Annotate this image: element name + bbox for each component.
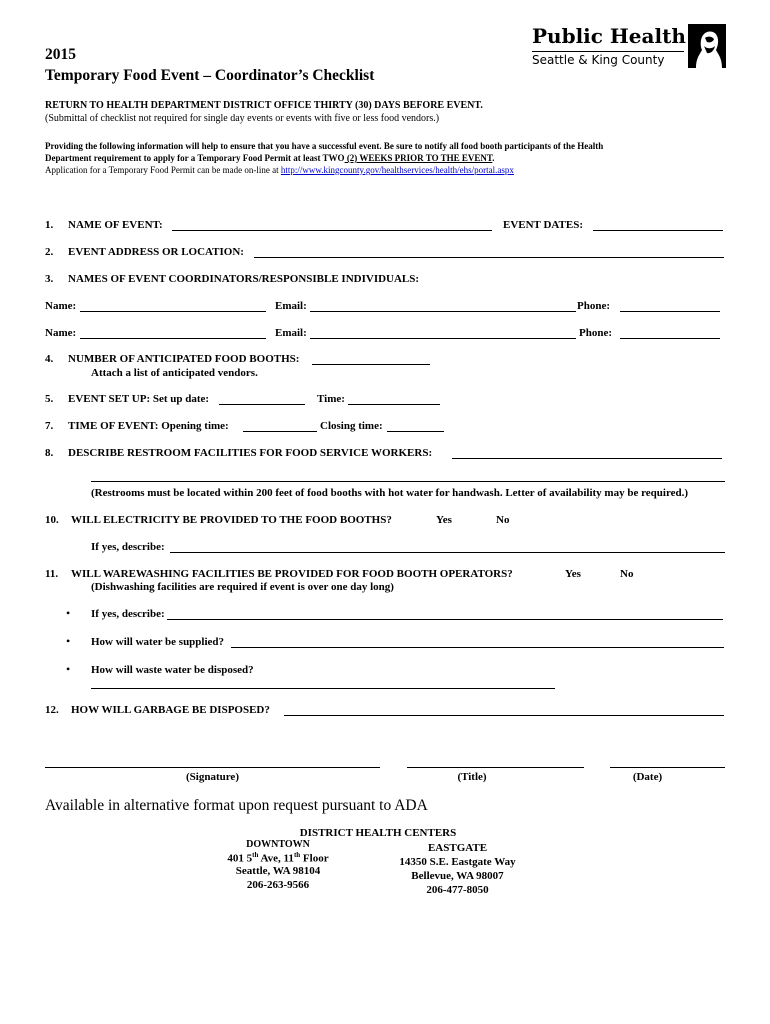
electricity-no[interactable]: No <box>496 514 510 526</box>
public-health-logo <box>520 22 730 70</box>
downtown-addr-part: Ave, 11 <box>258 852 294 865</box>
setup-date-label: EVENT SET UP: Set up date: <box>68 393 210 405</box>
bullet-icon: • <box>66 634 71 648</box>
logo-rule <box>532 51 684 52</box>
event-address-label: EVENT ADDRESS OR LOCATION: <box>68 246 244 258</box>
electricity-label: WILL ELECTRICITY BE PROVIDED TO THE FOOD BOOTHS? <box>71 514 392 526</box>
warewashing-describe-label: If yes, describe: <box>91 608 165 620</box>
logo-line2: Seattle & King County <box>532 53 665 67</box>
downtown-city: Seattle, WA 98104 <box>235 865 321 877</box>
name-field-1[interactable] <box>80 311 266 312</box>
item-8-number: 8. <box>45 447 54 459</box>
bullet-icon: • <box>66 606 71 620</box>
downtown-sup: th <box>293 851 301 859</box>
two-weeks-emphasis: (2) WEEKS PRIOR TO THE EVENT <box>344 153 493 163</box>
event-dates-label: EVENT DATES: <box>503 219 583 231</box>
restroom-label: DESCRIBE RESTROOM FACILITIES FOR FOOD SERVICE WORKERS: <box>68 447 433 459</box>
event-name-label: NAME OF EVENT: <box>68 219 163 231</box>
event-dates-field[interactable] <box>593 230 723 231</box>
email-label-2: Email: <box>275 327 307 339</box>
providing-period: . <box>492 153 495 163</box>
year-heading: 2015 <box>45 46 76 63</box>
restroom-field-1[interactable] <box>452 458 722 459</box>
restroom-field-2[interactable] <box>91 481 725 482</box>
phone-field-2[interactable] <box>620 338 720 339</box>
title-caption: (Title) <box>457 771 487 783</box>
name-label-2: Name: <box>45 327 77 339</box>
bullet-icon: • <box>66 662 71 676</box>
waste-water-field[interactable] <box>91 688 555 689</box>
setup-time-field[interactable] <box>348 404 440 405</box>
phone-field-1[interactable] <box>620 311 720 312</box>
online-application-line <box>45 165 514 175</box>
eastgate-phone: 206-477-8050 <box>426 884 489 896</box>
phone-label-2: Phone: <box>579 327 612 339</box>
food-booths-label: NUMBER OF ANTICIPATED FOOD BOOTHS: <box>68 353 300 365</box>
district-heading: DISTRICT HEALTH CENTERS <box>299 827 457 839</box>
portal-link[interactable]: http://www.kingcounty.gov/healthservices/health/ehs/portal.aspx <box>280 165 514 175</box>
providing-line-2 <box>45 153 495 163</box>
warewashing-describe-field[interactable] <box>167 619 723 620</box>
warewashing-no[interactable]: No <box>620 568 634 580</box>
event-address-field[interactable] <box>254 257 724 258</box>
title-field[interactable] <box>407 767 584 768</box>
electricity-describe-field[interactable] <box>170 552 725 553</box>
downtown-name: DOWNTOWN <box>246 839 310 850</box>
item-5-number: 5. <box>45 393 54 405</box>
date-caption: (Date) <box>632 771 663 783</box>
return-notice: RETURN TO HEALTH DEPARTMENT DISTRICT OFFICE THIRTY (30) DAYS BEFORE EVENT. <box>45 100 483 111</box>
closing-time-field[interactable] <box>387 431 444 432</box>
item-10-number: 10. <box>45 514 59 526</box>
email-field-2[interactable] <box>310 338 576 339</box>
restroom-note: (Restrooms must be located within 200 feet of food booths with hot water for handwash. Letter of availability may be required.) <box>91 487 689 499</box>
eastgate-city: Bellevue, WA 98007 <box>411 870 504 882</box>
item-12-number: 12. <box>45 704 59 716</box>
setup-date-field[interactable] <box>219 404 305 405</box>
downtown-phone: 206-263-9566 <box>246 879 310 891</box>
garbage-field[interactable] <box>284 715 724 716</box>
downtown-sup: th <box>252 851 259 859</box>
warewashing-yes[interactable]: Yes <box>565 568 581 580</box>
water-supply-field[interactable] <box>231 647 724 648</box>
signature-caption: (Signature) <box>186 771 239 783</box>
warewashing-label: WILL WAREWASHING FACILITIES BE PROVIDED FOR FOOD BOOTH OPERATORS? <box>71 568 513 580</box>
item-1-number: 1. <box>45 219 54 231</box>
page-title: Temporary Food Event – Coordinator’s Checklist <box>45 67 375 84</box>
electricity-yes[interactable]: Yes <box>436 514 452 526</box>
item-11-number: 11. <box>45 568 59 580</box>
vendors-note: Attach a list of anticipated vendors. <box>91 367 258 379</box>
online-text: Application for a Temporary Food Permit can be made on-line at <box>45 165 281 175</box>
item-3-number: 3. <box>45 273 54 285</box>
logo-line1: Public Health <box>532 24 686 48</box>
signature-field[interactable] <box>45 767 380 768</box>
coordinators-label: NAMES OF EVENT COORDINATORS/RESPONSIBLE INDIVIDUALS: <box>68 273 420 285</box>
closing-time-label: Closing time: <box>320 420 383 432</box>
item-4-number: 4. <box>45 353 54 365</box>
food-booths-field[interactable] <box>312 364 430 365</box>
dishwashing-note: (Dishwashing facilities are required if event is over one day long) <box>91 581 394 593</box>
opening-time-label: TIME OF EVENT: Opening time: <box>68 420 229 432</box>
opening-time-field[interactable] <box>243 431 317 432</box>
item-7-number: 7. <box>45 420 54 432</box>
waste-water-label: How will waste water be disposed? <box>91 664 254 676</box>
event-name-field[interactable] <box>172 230 492 231</box>
name-field-2[interactable] <box>80 338 266 339</box>
ada-notice: Available in alternative format upon request pursuant to ADA <box>45 797 428 814</box>
electricity-describe-label: If yes, describe: <box>91 541 165 553</box>
water-supply-label: How will water be supplied? <box>91 636 225 648</box>
email-field-1[interactable] <box>310 311 576 312</box>
setup-time-label: Time: <box>317 393 345 405</box>
downtown-addr-part: Floor <box>300 852 329 865</box>
portrait-icon <box>688 24 726 68</box>
downtown-address <box>206 851 350 865</box>
eastgate-name: EASTGATE <box>427 842 488 854</box>
name-label-1: Name: <box>45 300 77 312</box>
submittal-note: (Submittal of checklist not required for single day events or events with five or less food vendors.) <box>45 113 440 124</box>
eastgate-address: 14350 S.E. Eastgate Way <box>399 856 516 868</box>
garbage-label: HOW WILL GARBAGE BE DISPOSED? <box>71 704 270 716</box>
item-2-number: 2. <box>45 246 54 258</box>
downtown-addr-part: 401 5 <box>227 852 253 865</box>
phone-label-1: Phone: <box>577 300 610 312</box>
date-field[interactable] <box>610 767 725 768</box>
email-label-1: Email: <box>275 300 307 312</box>
providing-line-1: Providing the following information will help to ensure that you have a successful event. Be sure to notify all food booth participants of the Health <box>45 141 604 151</box>
providing-text: Department requirement to apply for a Temporary Food Permit at least TWO <box>45 153 345 163</box>
